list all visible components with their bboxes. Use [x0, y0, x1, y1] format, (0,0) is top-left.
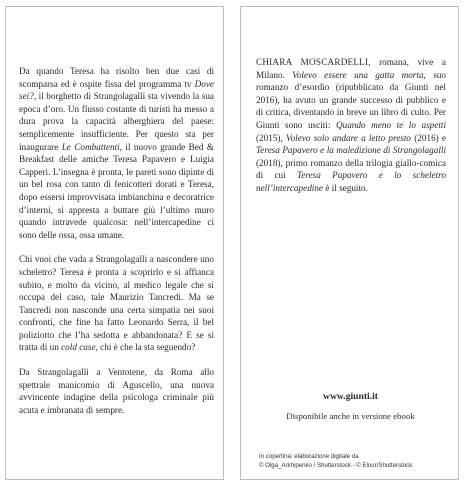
synopsis-run: , il borghetto di Strangolagalli sta vivendo la sua epoca d’oro. Un flusso costante di turisti ha messo a dura prova la capacità alberghiera del paese: semplicemente insufficiente. Per questo sta per inaugurare [19, 91, 214, 152]
synopsis-run: Da Strangolagalli a Ventotene, da Roma allo spettrale manicomio di Aguscello, una nuova avvincente indagine della psicologa criminale più acuta e imbranata di sempre. [19, 367, 214, 415]
bio-run: , suo romanzo d’esordio (ripubblicato da Giunti nel 2016), ha avuto un grande successo di pubblico e di critica, diventando in breve un libro di culto. Per Giunti sono usciti: [256, 69, 446, 130]
cover-credit-line: In copertina: elaborazione digitale da [259, 453, 359, 460]
synopsis-run: , chi è che la sta seguendo? [95, 342, 196, 353]
synopsis-run: Da quando Teresa ha risolto ben due casi di scomparsa ed è ospite fissa del programma tv [19, 66, 214, 89]
bio-run: Teresa Papavero e lo scheletro nell’intercapedine [256, 170, 447, 193]
synopsis-run: , il nuovo grande Bed & Breakfast delle amiche Teresa Papavero e Luigia Capperi. L’insegna è pronta, le pareti sono dipinte di un bel rosa con tanto di fenicotteri dorati e Teresa, dopo essersi improvvisata imbianchina e decoratrice d’interni, si appresta a buttare giù l’ultimo muro quando intravede qualcosa: nell’intercapedine ci sono delle ossa, ossa umane. [19, 141, 214, 240]
cover-credit-line: © Olga_Arkhipenko / Shutterstock - © Elnur/Shutterstock [259, 462, 413, 470]
publisher-website[interactable]: www.giunti.it [323, 391, 378, 402]
synopsis-run: Dove sei? [19, 78, 214, 102]
bio-run: Quando meno te lo aspetti [335, 119, 447, 130]
synopsis-paragraph [19, 253, 214, 354]
left-flap [5, 6, 224, 480]
synopsis-run: Chi vuoi che vada a Strangolagalli a nascondere uno scheletro? Teresa è pronta a scoprirlo e si affianca subito, e molto da vicino, al medico legale che si occupa del caso, tale Maurizio Tancredi. Ma se Tancredi non nasconde una certa simpatia nei suoi confronti, che fine ha fatto Leonardo Serra, il bel poliziotto che l’ha sedotta e abbandonata? E se si tratta di un [19, 254, 214, 353]
bio-run: (2018), primo romanzo della trilogia giallo-comica di cui [256, 157, 446, 181]
bio-run: Teresa Papavero e la maledizione di Strangolagalli [256, 145, 446, 156]
synopsis-paragraph [19, 65, 214, 241]
bio-run: Volevo solo andare a letto presto [286, 132, 412, 143]
right-flap [240, 6, 459, 480]
bio-run: (2015), [256, 132, 286, 143]
bio-run: Volevo essere una gatta morta [292, 69, 424, 80]
synopsis-text [19, 65, 214, 428]
author-bio [256, 56, 446, 207]
synopsis-paragraph [19, 366, 214, 416]
bio-run: CHIARA MOSCARDELLI [256, 57, 369, 67]
synopsis-run: cold case [61, 342, 96, 353]
bio-run: , romana, vive a Milano. [256, 57, 446, 80]
synopsis-run: Le Combattenti [61, 141, 120, 152]
bio-run: è il seguito. [323, 182, 368, 193]
cover-credits [259, 452, 412, 471]
bio-run: (2016) e [411, 132, 446, 143]
bio-paragraph [256, 56, 446, 195]
ebook-availability-note: Disponibile anche in versione ebook [286, 411, 415, 421]
